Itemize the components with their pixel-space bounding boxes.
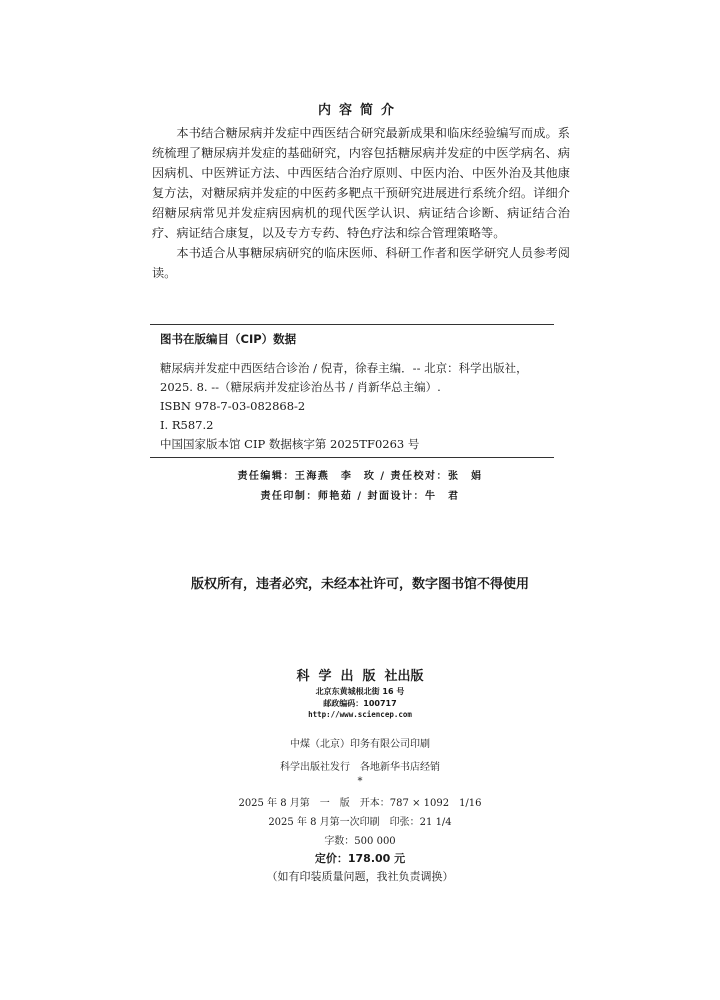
publisher-name	[0, 665, 720, 684]
publisher-address: 北京东黄城根北街 16 号	[315, 687, 405, 696]
copyright-notice: 版权所有，违者必究，未经本社许可，数字图书馆不得使用	[190, 577, 529, 592]
separator-star: *	[357, 776, 363, 787]
cip-line: 糖尿病并发症中西医结合诊治 / 倪青，徐春主编．-- 北京：科学出版社，	[160, 361, 528, 375]
intro-title: 内容简介	[317, 103, 402, 118]
publisher-url: http://www.sciencep.com	[308, 710, 412, 719]
cip-top-rule	[150, 324, 554, 325]
publisher-suffix: 社出版	[384, 669, 424, 684]
cip-line: ISBN 978-7-03-082868-2	[160, 399, 306, 413]
intro-paragraph: 本书结合糖尿病并发症中西医结合研究最新成果和临床经验编写而成。系统梳理了糖尿病并发症的基础研究，内容包括糖尿病并发症的中医学病名、病因病机、中医辨证方法、中西医结合治疗原则、中医内治、中医外治及其他康复方法，对糖尿病并发症的中医药多靶点干预研究进展进行系统介绍。详细介绍糖尿病常见并发症病因病机的现代医学认识、病证结合诊断、病证结合治疗、病证结合康复，以及专方专药、特色疗法和综合管理策略等。	[152, 126, 570, 240]
edition-line: 2025 年 8 月第 一 版 开本：787 × 1092 1/16	[238, 798, 482, 809]
cip-block	[150, 324, 554, 458]
credits-production: 责任印制：师艳茹 / 封面设计：牛 君	[260, 491, 460, 502]
cip-line: 2025. 8. --（糖尿病并发症诊治丛书 / 肖新华总主编）.	[160, 380, 441, 394]
intro-body	[152, 123, 570, 283]
cip-line: Ⅰ. R587.2	[160, 418, 214, 432]
intro-paragraph: 本书适合从事糖尿病研究的临床医师、科研工作者和医学研究人员参考阅读。	[152, 246, 570, 280]
quality-note: （如有印装质量问题，我社负责调换）	[266, 870, 454, 883]
credits-editors: 责任编辑：王海燕 李 玫 / 责任校对：张 娟	[237, 471, 483, 482]
price-label: 定价：178.00 元	[314, 852, 406, 865]
impression-line: 2025 年 8 月第一次印刷 印张：21 1/4	[268, 817, 452, 828]
cip-bottom-rule	[150, 457, 554, 458]
publisher-logo-text: 科学出版	[296, 669, 385, 684]
distribution-line: 科学出版社发行 各地新华书店经销	[280, 762, 440, 773]
word-count: 字数：500 000	[324, 836, 396, 847]
publisher-postcode: 邮政编码：100717	[323, 699, 397, 708]
printer-line: 中煤（北京）印务有限公司印刷	[290, 739, 430, 750]
cip-title: 图书在版编目（CIP）数据	[160, 332, 297, 346]
cip-line: 中国国家版本馆 CIP 数据核字第 2025TF0263 号	[160, 437, 420, 451]
